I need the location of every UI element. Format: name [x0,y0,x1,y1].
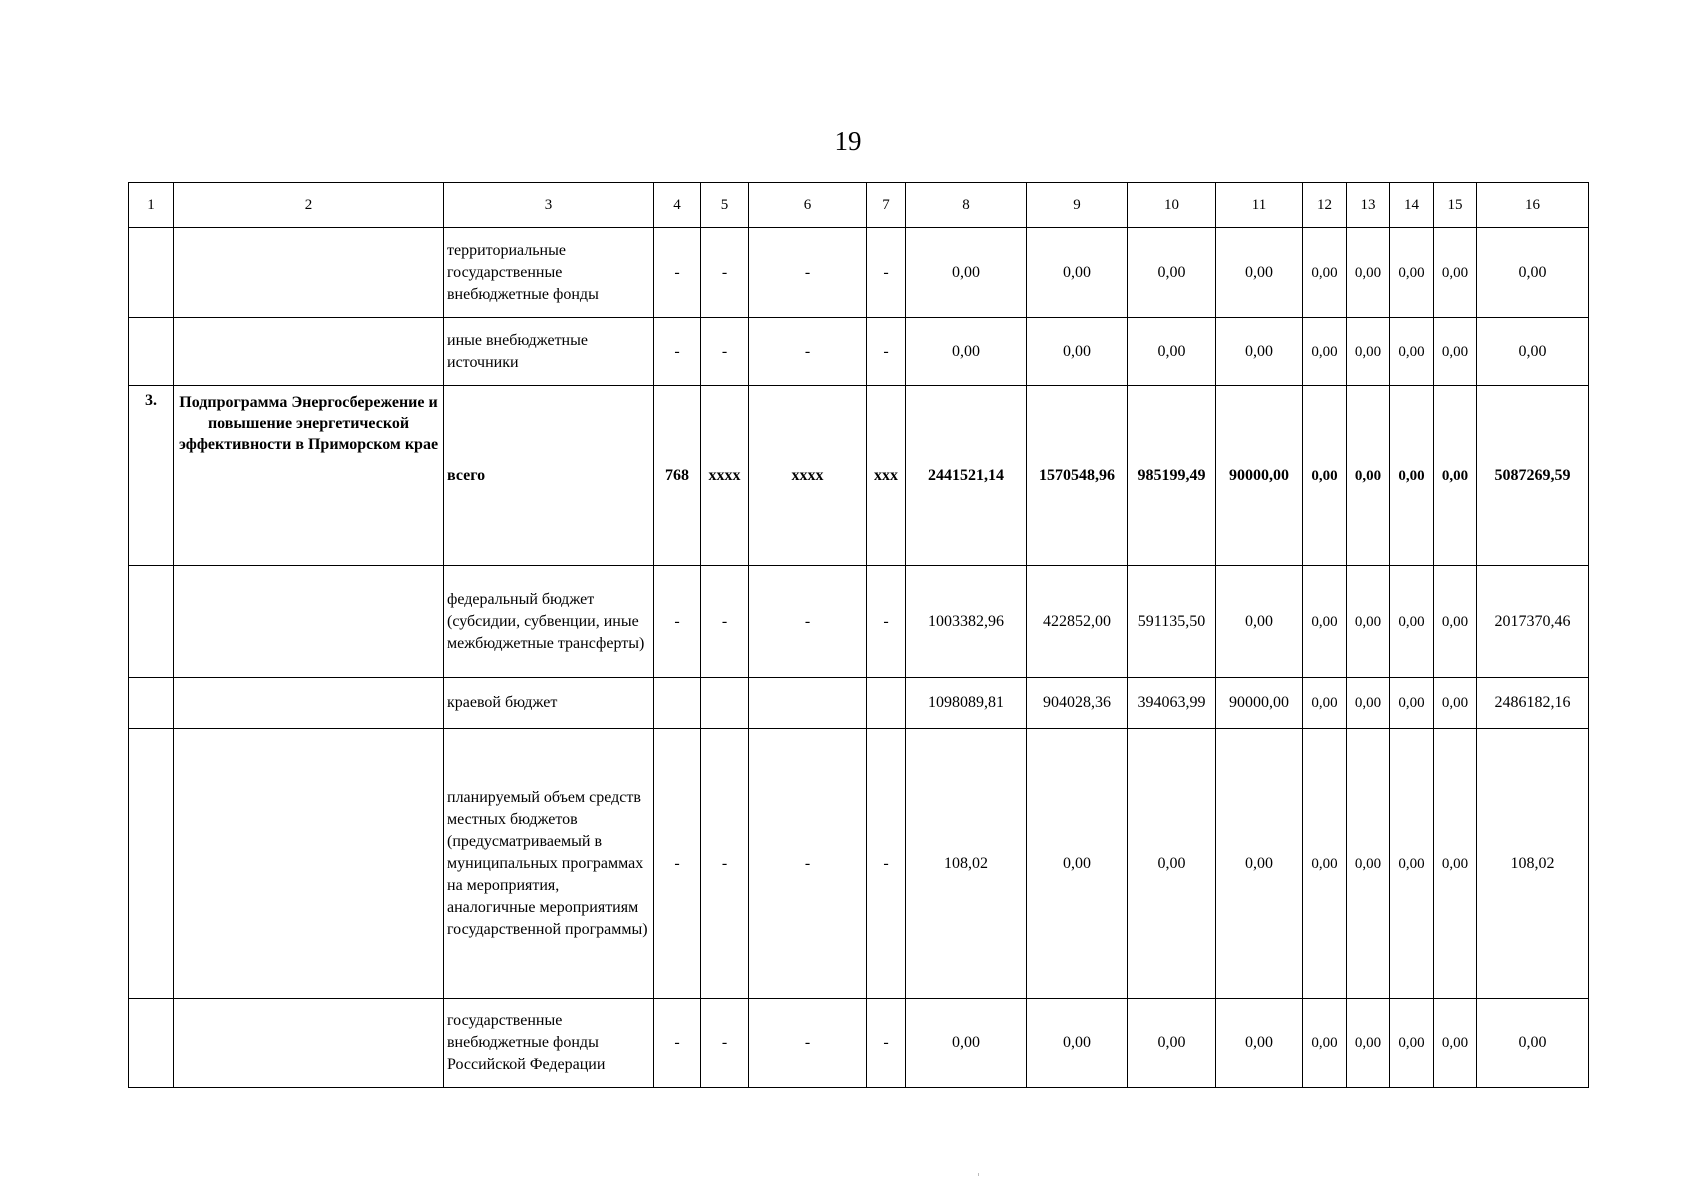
value-col-9: 0,00 [1027,228,1128,318]
value-col-13: 0,00 [1347,566,1390,678]
value-col-6 [749,678,867,729]
value-col-5: - [701,999,749,1088]
value-col-13: 0,00 [1347,228,1390,318]
program-name [174,318,444,386]
value-col-15: 0,00 [1434,729,1477,999]
value-col-10: 0,00 [1128,999,1216,1088]
value-col-4: 768 [654,386,701,566]
value-col-11: 0,00 [1216,999,1303,1088]
value-col-11: 0,00 [1216,228,1303,318]
value-col-11: 90000,00 [1216,386,1303,566]
column-number-header-row [129,183,1589,228]
value-col-12: 0,00 [1303,566,1347,678]
program-name [174,729,444,999]
column-header: 1 [129,183,174,228]
value-col-4: - [654,729,701,999]
value-col-10: 394063,99 [1128,678,1216,729]
value-col-9: 904028,36 [1027,678,1128,729]
value-col-15: 0,00 [1434,228,1477,318]
value-col-7: - [867,999,906,1088]
value-col-6: xxxx [749,386,867,566]
table-row [129,678,1589,729]
value-col-10: 985199,49 [1128,386,1216,566]
table-row [129,318,1589,386]
value-col-9: 422852,00 [1027,566,1128,678]
value-col-5: - [701,566,749,678]
column-header: 7 [867,183,906,228]
scan-speck [978,1173,979,1176]
value-col-14: 0,00 [1390,386,1434,566]
funding-source: планируемый объем средств местных бюджетов (предусматриваемый в муниципальных программах на мероприятия, аналогичные мероприятиям государственной программы) [444,729,654,999]
value-col-5: - [701,318,749,386]
value-col-6: - [749,999,867,1088]
value-col-9: 1570548,96 [1027,386,1128,566]
value-col-7: - [867,566,906,678]
value-col-8: 0,00 [906,999,1027,1088]
table-row [129,386,1589,566]
value-col-9: 0,00 [1027,318,1128,386]
column-header: 6 [749,183,867,228]
value-col-7: - [867,318,906,386]
value-col-8: 1098089,81 [906,678,1027,729]
value-col-11: 0,00 [1216,318,1303,386]
value-col-12: 0,00 [1303,386,1347,566]
value-col-12: 0,00 [1303,678,1347,729]
value-col-16: 0,00 [1477,318,1589,386]
value-col-13: 0,00 [1347,999,1390,1088]
value-col-13: 0,00 [1347,678,1390,729]
program-name [174,999,444,1088]
column-header: 2 [174,183,444,228]
value-col-8: 2441521,14 [906,386,1027,566]
value-col-13: 0,00 [1347,386,1390,566]
column-header: 9 [1027,183,1128,228]
value-col-10: 0,00 [1128,228,1216,318]
value-col-4: - [654,999,701,1088]
value-col-7 [867,678,906,729]
row-number [129,729,174,999]
value-col-13: 0,00 [1347,729,1390,999]
column-header: 12 [1303,183,1347,228]
value-col-14: 0,00 [1390,999,1434,1088]
value-col-7: - [867,228,906,318]
value-col-11: 90000,00 [1216,678,1303,729]
value-col-16: 0,00 [1477,999,1589,1088]
value-col-12: 0,00 [1303,729,1347,999]
value-col-14: 0,00 [1390,228,1434,318]
value-col-16: 2486182,16 [1477,678,1589,729]
column-header: 3 [444,183,654,228]
value-col-14: 0,00 [1390,318,1434,386]
value-col-14: 0,00 [1390,566,1434,678]
table-row [129,566,1589,678]
value-col-5: - [701,729,749,999]
value-col-6: - [749,729,867,999]
value-col-6: - [749,566,867,678]
column-header: 11 [1216,183,1303,228]
column-header: 4 [654,183,701,228]
value-col-5 [701,678,749,729]
value-col-6: - [749,228,867,318]
row-number [129,318,174,386]
value-col-7: - [867,729,906,999]
row-number [129,566,174,678]
value-col-9: 0,00 [1027,729,1128,999]
value-col-11: 0,00 [1216,729,1303,999]
value-col-10: 0,00 [1128,318,1216,386]
value-col-4 [654,678,701,729]
value-col-15: 0,00 [1434,999,1477,1088]
value-col-15: 0,00 [1434,678,1477,729]
value-col-15: 0,00 [1434,318,1477,386]
value-col-7: xxx [867,386,906,566]
value-col-8: 108,02 [906,729,1027,999]
value-col-16: 2017370,46 [1477,566,1589,678]
value-col-4: - [654,566,701,678]
column-header: 16 [1477,183,1589,228]
table-row [129,999,1589,1088]
row-number [129,228,174,318]
row-number: 3. [129,386,174,566]
value-col-10: 0,00 [1128,729,1216,999]
funding-source: иные внебюджетные источники [444,318,654,386]
value-col-15: 0,00 [1434,566,1477,678]
column-header: 8 [906,183,1027,228]
value-col-9: 0,00 [1027,999,1128,1088]
table-row [129,228,1589,318]
budget-table [128,182,1589,1088]
row-number [129,678,174,729]
value-col-8: 0,00 [906,228,1027,318]
funding-source: краевой бюджет [444,678,654,729]
value-col-14: 0,00 [1390,729,1434,999]
value-col-8: 0,00 [906,318,1027,386]
value-col-4: - [654,318,701,386]
value-col-15: 0,00 [1434,386,1477,566]
row-number [129,999,174,1088]
program-name: Подпрограмма Энергосбережение и повышение энергетической эффективности в Приморском крае [174,386,444,566]
value-col-12: 0,00 [1303,318,1347,386]
value-col-11: 0,00 [1216,566,1303,678]
column-header: 13 [1347,183,1390,228]
value-col-5: xxxx [701,386,749,566]
funding-source: федеральный бюджет (субсидии, субвенции, иные межбюджетные трансферты) [444,566,654,678]
funding-source: всего [444,386,654,566]
value-col-12: 0,00 [1303,999,1347,1088]
value-col-14: 0,00 [1390,678,1434,729]
value-col-10: 591135,50 [1128,566,1216,678]
column-header: 14 [1390,183,1434,228]
funding-source: территориальные государственные внебюджетные фонды [444,228,654,318]
funding-source: государственные внебюджетные фонды Российской Федерации [444,999,654,1088]
program-name [174,566,444,678]
column-header: 15 [1434,183,1477,228]
value-col-16: 108,02 [1477,729,1589,999]
column-header: 5 [701,183,749,228]
value-col-13: 0,00 [1347,318,1390,386]
value-col-8: 1003382,96 [906,566,1027,678]
value-col-12: 0,00 [1303,228,1347,318]
program-name [174,228,444,318]
value-col-6: - [749,318,867,386]
value-col-4: - [654,228,701,318]
column-header: 10 [1128,183,1216,228]
program-name [174,678,444,729]
value-col-16: 0,00 [1477,228,1589,318]
page-number: 19 [834,126,862,156]
value-col-5: - [701,228,749,318]
value-col-16: 5087269,59 [1477,386,1589,566]
table-row [129,729,1589,999]
